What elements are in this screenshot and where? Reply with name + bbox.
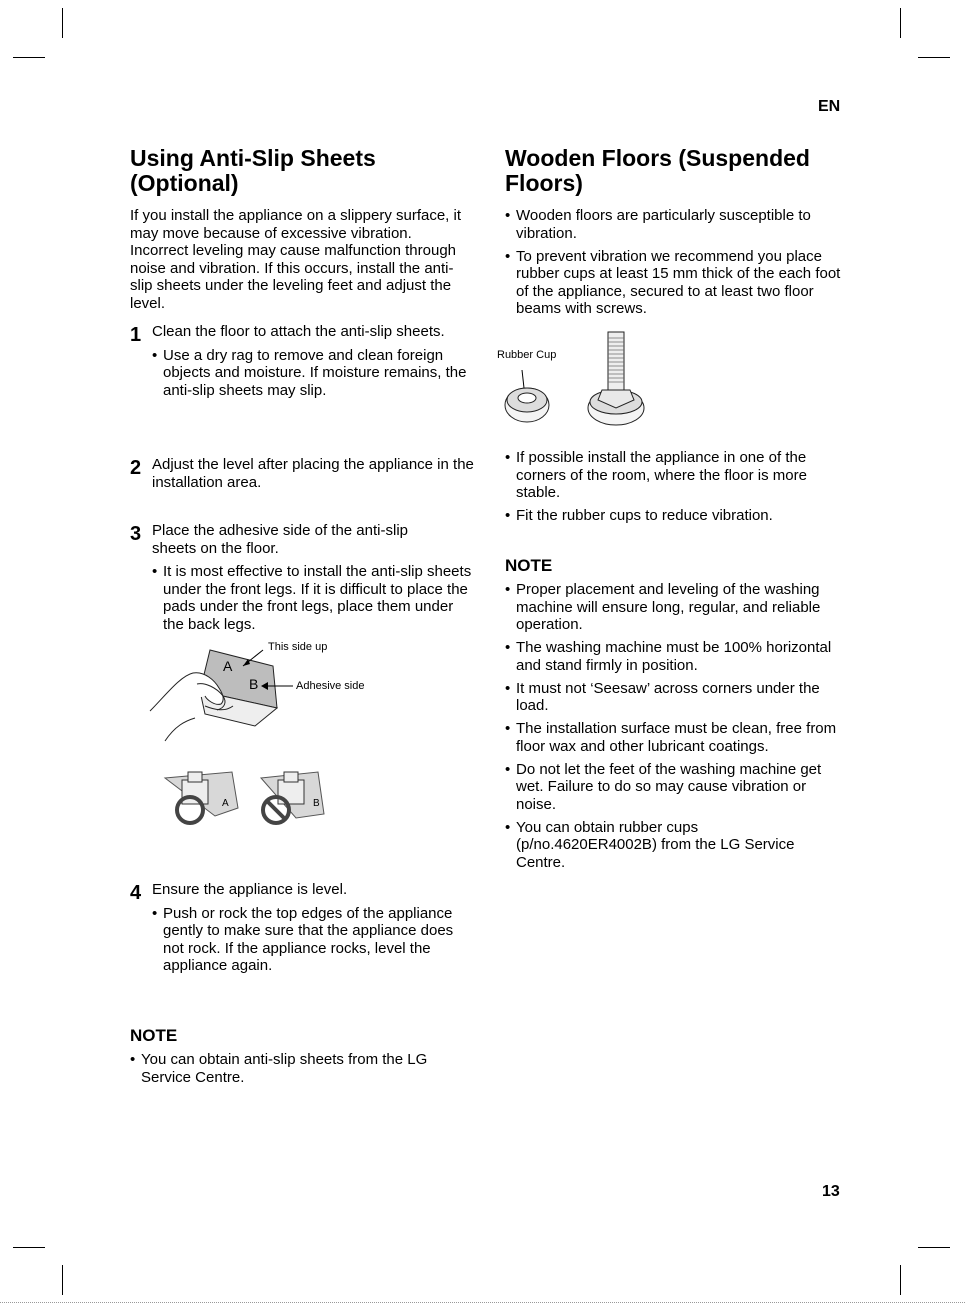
- note-heading: NOTE: [130, 1026, 178, 1045]
- placement-letter-b: B: [313, 798, 320, 809]
- crop-mark: [900, 1265, 901, 1295]
- step-1: [130, 323, 475, 405]
- crop-mark: [62, 1265, 63, 1295]
- step-text: Ensure the appliance is level.: [152, 881, 348, 898]
- crop-mark: [62, 8, 63, 38]
- note-bullet: • Proper placement and leveling of the washing machine will ensure long, regular, and reliable operation.: [505, 581, 845, 634]
- step-text: Place the adhesive side of the anti-slip sheets on the floor.: [152, 522, 408, 557]
- page-number: 13: [822, 1183, 840, 1200]
- bottom-dotted-border: [0, 1302, 965, 1303]
- letter-a: A: [223, 658, 233, 674]
- step-bullet: • Push or rock the top edges of the appliance gently to make sure that the appliance does not rock. If the appliance rocks, level the appliance again.: [152, 905, 475, 975]
- step-number: 1: [130, 324, 142, 346]
- right-note: [505, 556, 845, 877]
- rubber-cup-illustration: [500, 330, 650, 428]
- intro-paragraph: If you install the appliance on a slippery surface, it may move because of excessive vibration. Incorrect leveling may cause malfunction through noise and vibration. If this occurs, install the anti-slip sheets under the leveling feet and adjust the level.: [130, 207, 462, 312]
- label-rubber-cup: Rubber Cup: [497, 349, 557, 361]
- note-bullet: • The installation surface must be clean, free from floor wax and other lubricant coatings.: [505, 720, 845, 755]
- wooden-bullet: • Wooden floors are particularly susceptible to vibration.: [505, 207, 845, 242]
- right-bullets-2: [505, 449, 845, 530]
- label-adhesive-side: Adhesive side: [296, 680, 365, 692]
- placement-letter-a: A: [222, 798, 229, 809]
- step-2: [130, 456, 475, 491]
- right-column: [505, 146, 845, 323]
- crop-mark: [13, 57, 45, 58]
- note-heading: NOTE: [505, 556, 553, 575]
- step-text: Adjust the level after placing the appliance in the installation area.: [152, 456, 474, 491]
- language-label: EN: [818, 98, 841, 115]
- step-bullet: • It is most effective to install the anti-slip sheets under the front legs. If it is difficult to place the pads under the front legs, place them under the back legs.: [152, 563, 475, 633]
- section-title-anti-slip: Using Anti-Slip Sheets (Optional): [130, 145, 376, 196]
- crop-mark: [900, 8, 901, 38]
- step-3: [130, 522, 475, 639]
- note-bullet: • You can obtain anti-slip sheets from the LG Service Centre.: [130, 1051, 460, 1086]
- left-note: [130, 1026, 460, 1092]
- step-bullet: • Use a dry rag to remove and clean foreign objects and moisture. If moisture remains, the anti-slip sheets may slip.: [152, 347, 475, 400]
- note-bullet: • It must not ‘Seesaw’ across corners under the load.: [505, 680, 845, 715]
- left-column: [130, 146, 475, 312]
- step-number: 2: [130, 457, 142, 479]
- note-bullet: • You can obtain rubber cups (p/no.4620ER4002B) from the LG Service Centre.: [505, 819, 816, 872]
- step-number: 4: [130, 882, 142, 904]
- note-bullet: • Do not let the feet of the washing machine get wet. Failure to do so may cause vibration or noise.: [505, 761, 845, 814]
- step-4: [130, 881, 475, 980]
- note-bullet: • The washing machine must be 100% horizontal and stand firmly in position.: [505, 639, 845, 674]
- step-text: Clean the floor to attach the anti-slip sheets.: [152, 323, 445, 340]
- crop-mark: [13, 1247, 45, 1248]
- wooden-bullet: • If possible install the appliance in one of the corners of the room, where the floor is more stable.: [505, 449, 845, 502]
- crop-mark: [918, 57, 950, 58]
- letter-b: B: [249, 676, 259, 692]
- wooden-bullet: • To prevent vibration we recommend you place rubber cups at least 15 mm thick of the each foot of the appliance, secured to at least two floor beams with screws.: [505, 248, 845, 318]
- label-this-side-up: This side up: [268, 641, 328, 653]
- crop-mark: [918, 1247, 950, 1248]
- wooden-bullet: • Fit the rubber cups to reduce vibration.: [505, 507, 845, 525]
- step-number: 3: [130, 523, 142, 545]
- placement-correct-incorrect-illustration: [160, 768, 335, 833]
- section-title-wooden-floors: Wooden Floors (Suspended Floors): [505, 145, 810, 196]
